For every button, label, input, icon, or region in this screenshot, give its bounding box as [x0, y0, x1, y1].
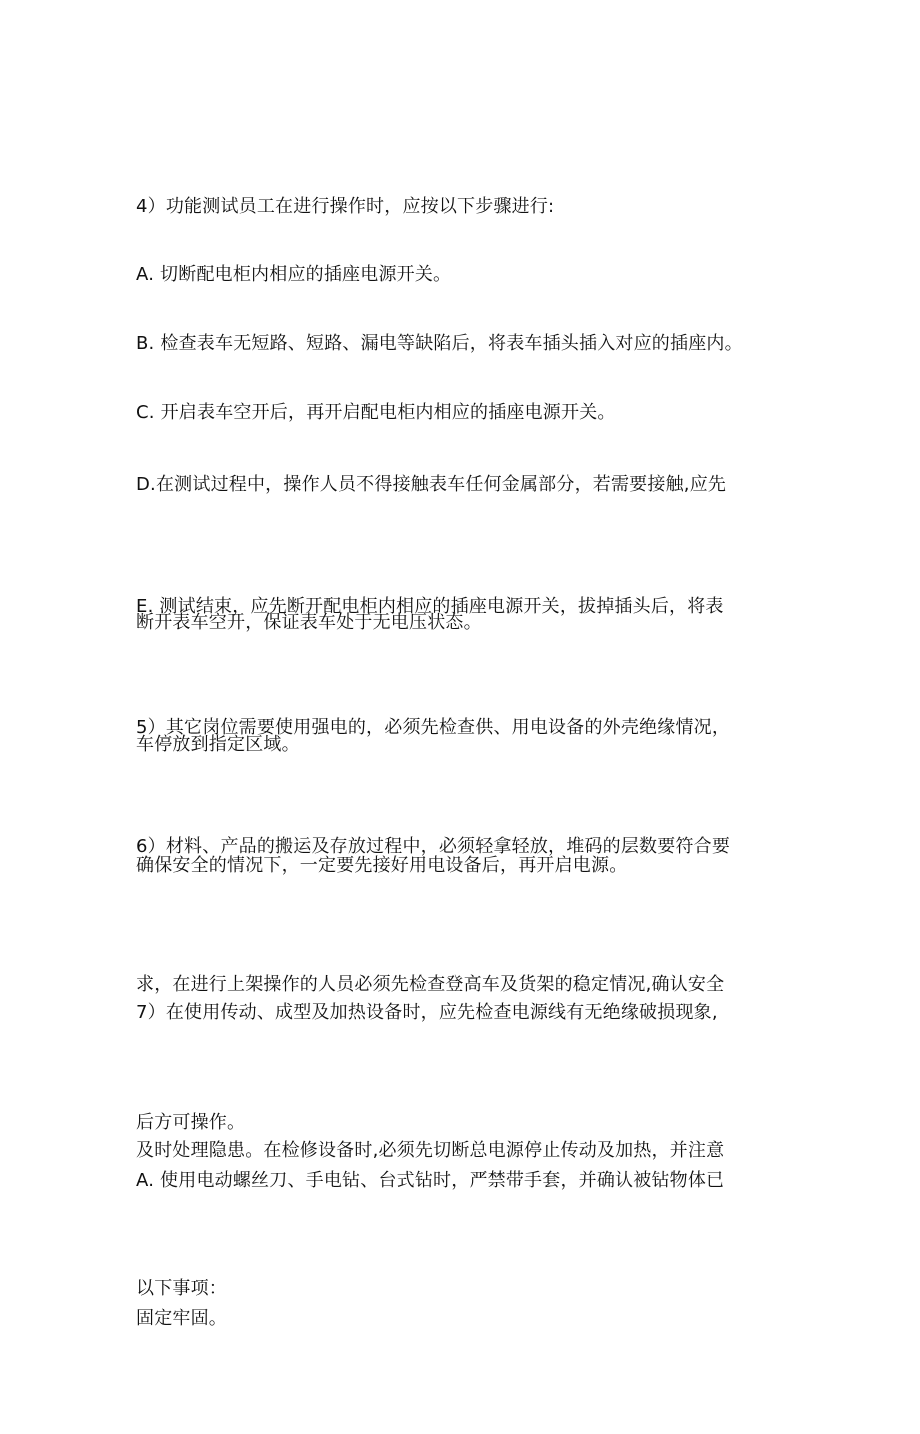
paragraph-line: 7）在使用传动、成型及加热设备时，应先检查电源线有无绝缘破损现象,: [136, 1002, 718, 1023]
paragraph-line: 车停放到指定区域。: [136, 734, 300, 755]
paragraph-line: 5）其它岗位需要使用强电的，必须先检查供、用电设备的外壳绝缘情况，: [136, 717, 731, 738]
paragraph-line: 求，在进行上架操作的人员必须先检查登高车及货架的稳定情况,确认安全: [136, 974, 725, 995]
paragraph-line: E. 测试结束，应先断开配电柜内相应的插座电源开关，拔掉插头后，将表: [136, 596, 724, 617]
paragraph-line: 4）功能测试员工在进行操作时，应按以下步骤进行:: [136, 196, 555, 217]
paragraph-line: 及时处理隐患。在检修设备时,必须先切断总电源停止传动及加热，并注意: [136, 1140, 725, 1161]
paragraph-line: D.在测试过程中，操作人员不得接触表车任何金属部分，若需要接触,应先: [136, 474, 727, 495]
paragraph-line: 以下事项：: [136, 1278, 227, 1299]
paragraph-item-a2: [136, 1066, 796, 1434]
paragraph-line: 断开表车空开，保证表车处于无电压状态。: [136, 612, 482, 633]
paragraph-line: 确保安全的情况下，一定要先接好用电设备后，再开启电源。: [136, 855, 628, 876]
paragraph-line: B. 检查表车无短路、短路、漏电等缺陷后，将表车插头插入对应的插座内。: [136, 333, 743, 354]
paragraph-line: A. 切断配电柜内相应的插座电源开关。: [136, 264, 452, 285]
paragraph-line: 6）材料、产品的搬运及存放过程中，必须轻拿轻放，堆码的层数要符合要: [136, 836, 731, 857]
paragraph-line: 固定牢固。: [136, 1308, 227, 1329]
paragraph-line: 后方可操作。: [136, 1112, 246, 1133]
paragraph-line: C. 开启表车空开后，再开启配电柜内相应的插座电源开关。: [136, 402, 616, 423]
paragraph-line: A. 使用电动螺丝刀、手电钻、台式钻时，严禁带手套，并确认被钻物体已: [136, 1170, 725, 1191]
